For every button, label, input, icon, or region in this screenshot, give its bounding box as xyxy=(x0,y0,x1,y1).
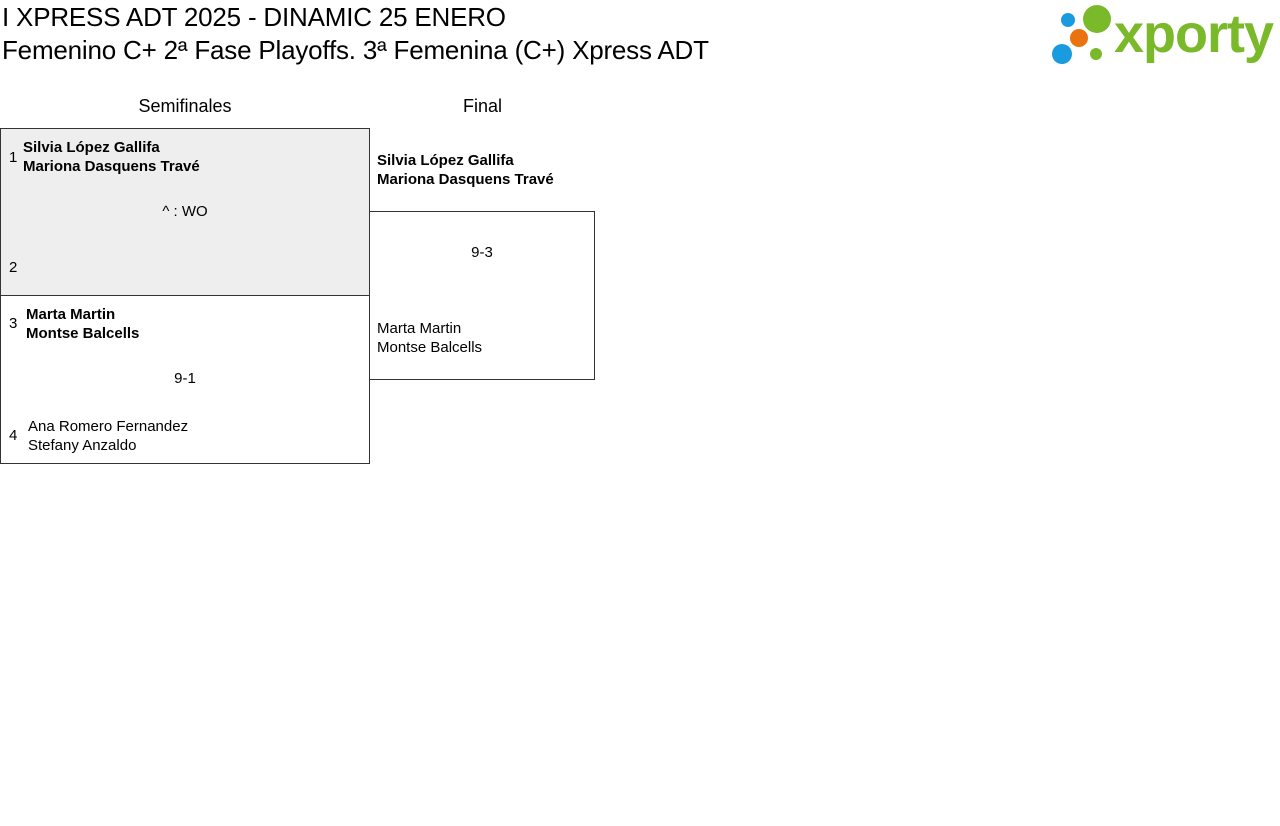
logo-dot-blue-icon xyxy=(1052,44,1072,64)
semifinal-match-2[interactable] xyxy=(0,295,370,464)
player-name: Marta Martin xyxy=(26,306,116,323)
seed-number: 4 xyxy=(9,427,18,444)
tournament-title: I XPRESS ADT 2025 - DINAMIC 25 ENERO xyxy=(2,2,506,32)
seed-number: 1 xyxy=(9,149,18,166)
logo-dot-green-icon xyxy=(1083,5,1111,33)
logo-wordmark: xporty xyxy=(1114,4,1274,64)
semifinal-match-1[interactable] xyxy=(0,128,370,296)
logo-dot-blue-small-icon xyxy=(1061,13,1075,27)
match-score: ^ : WO xyxy=(162,203,208,220)
draw-subtitle: Femenino C+ 2ª Fase Playoffs. 3ª Femenina (C+) Xpress ADT xyxy=(2,35,709,65)
logo-dot-green-small-icon xyxy=(1090,48,1102,60)
team-pair[interactable] xyxy=(26,305,139,343)
team-pair[interactable] xyxy=(23,138,200,176)
match-score: 9-1 xyxy=(174,370,196,387)
final-team-bottom[interactable] xyxy=(377,319,482,357)
player-name: Mariona Dasquens Travé xyxy=(23,158,200,175)
player-name: Stefany Anzaldo xyxy=(28,437,137,454)
player-name: Montse Balcells xyxy=(26,325,140,342)
final-team-top[interactable] xyxy=(377,151,554,189)
player-name: Silvia López Gallifa xyxy=(377,152,514,169)
seed-number: 2 xyxy=(9,259,18,276)
player-name: Montse Balcells xyxy=(377,339,483,356)
round-header-final: Final xyxy=(462,96,502,116)
round-header-semifinals: Semifinales xyxy=(138,96,232,116)
seed-number: 3 xyxy=(9,315,18,332)
player-name: Ana Romero Fernandez xyxy=(28,418,189,435)
player-name: Mariona Dasquens Travé xyxy=(377,171,554,188)
xporty-logo[interactable] xyxy=(1050,2,1278,68)
match-score: 9-3 xyxy=(471,244,493,261)
final-match[interactable] xyxy=(369,211,595,380)
player-name: Silvia López Gallifa xyxy=(23,139,160,156)
player-name: Marta Martin xyxy=(377,320,462,337)
logo-dot-orange-icon xyxy=(1070,29,1088,47)
team-pair[interactable] xyxy=(28,417,188,455)
